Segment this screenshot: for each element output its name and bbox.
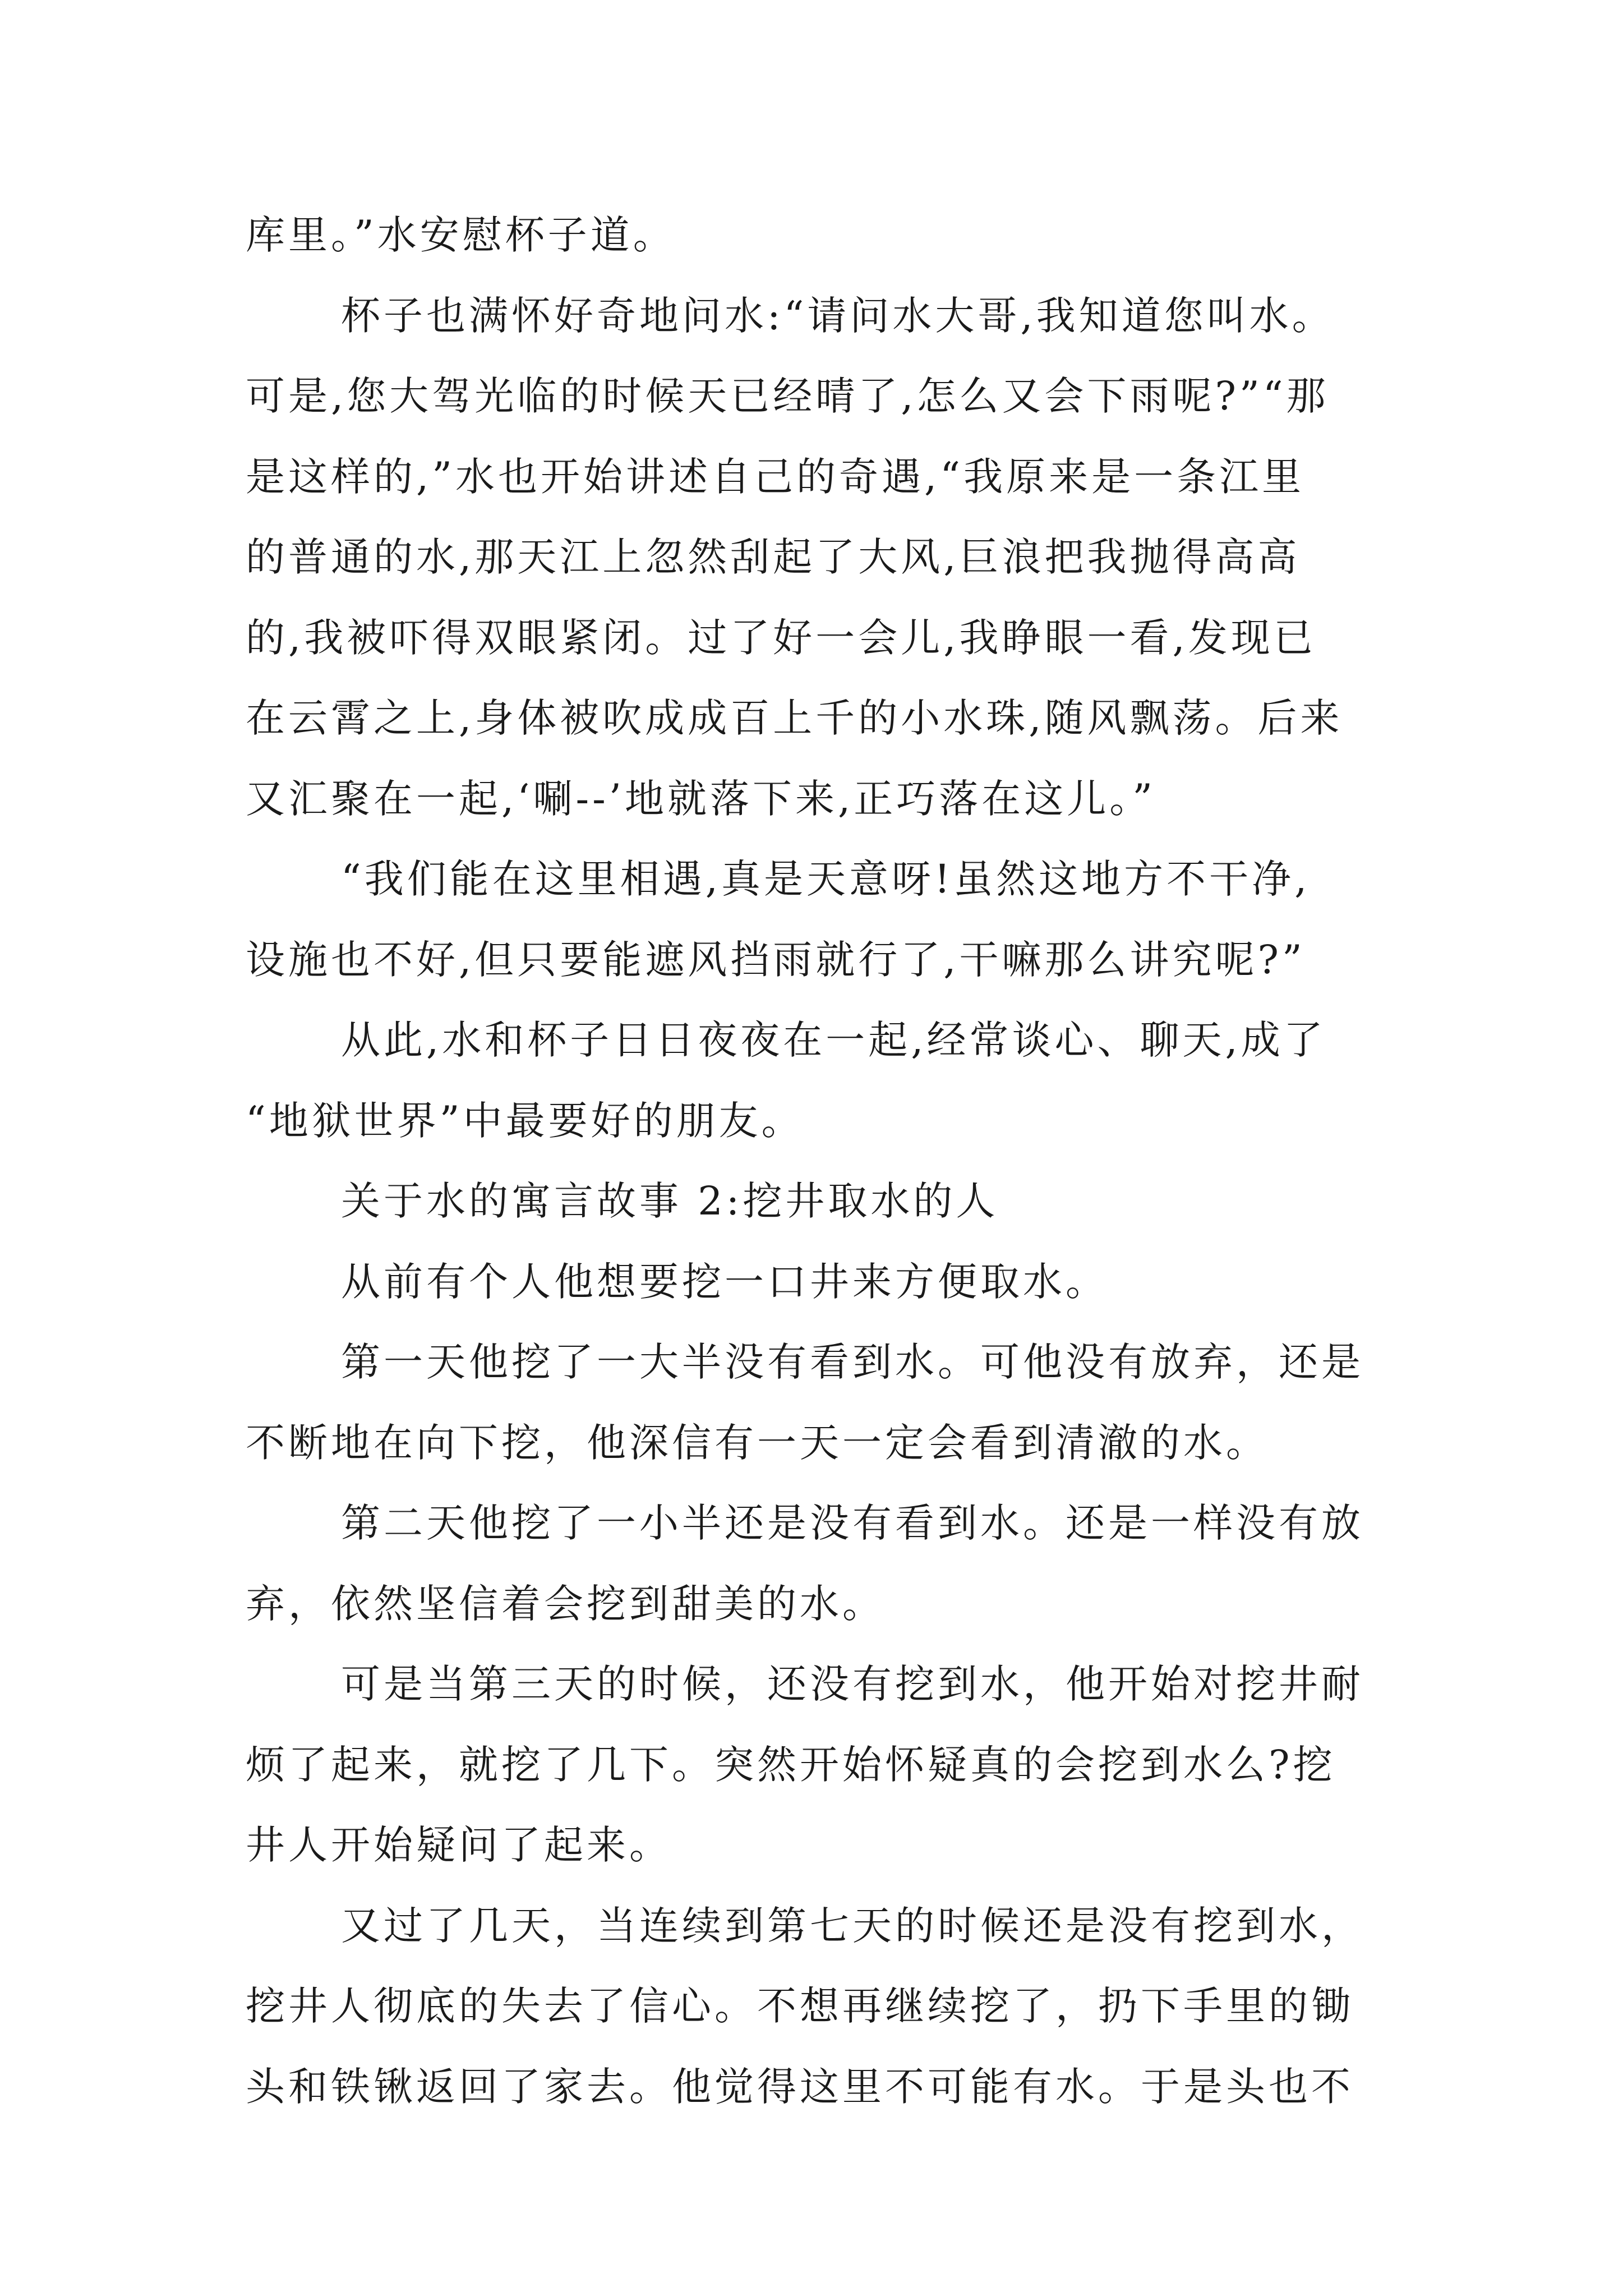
text-line: 从前有个人他想要挖一口井来方便取水。 — [341, 1258, 1108, 1305]
text-line: 第二天他挖了一小半还是没有看到水。还是一样没有放 — [341, 1500, 1364, 1546]
text-line: 井人开始疑问了起来。 — [246, 1822, 672, 1868]
text-line: 是这样的,”水也开始讲述自己的奇遇,“我原来是一条江里 — [246, 453, 1305, 500]
text-line: 又汇聚在一起,‘唰--’地就落下来,正巧落在这儿。” — [246, 775, 1156, 822]
text-line: 第一天他挖了一大半没有看到水。可他没有放弃，还是 — [341, 1339, 1364, 1385]
document-body — [246, 195, 1412, 2127]
text-line: 的,我被吓得双眼紧闭。过了好一会儿,我睁眼一看,发现已 — [246, 614, 1316, 661]
text-line: 库里。”水安慰杯子道。 — [246, 212, 676, 258]
text-line: 弃，依然坚信着会挖到甜美的水。 — [246, 1580, 885, 1627]
text-line: 可是当第三天的时候，还没有挖到水，他开始对挖井耐 — [341, 1661, 1364, 1707]
section-heading: 关于水的寓言故事 2:挖井取水的人 — [341, 1178, 999, 1224]
text-line: 的普通的水,那天江上忽然刮起了大风,巨浪把我抛得高高 — [246, 534, 1301, 580]
text-line: 头和铁锹返回了家去。他觉得这里不可能有水。于是头也不 — [246, 2063, 1354, 2110]
text-line: 杯子也满怀好奇地问水:“请问水大哥,我知道您叫水。 — [341, 292, 1335, 339]
text-line: 不断地在向下挖，他深信有一天一定会看到清澈的水。 — [246, 1419, 1269, 1466]
text-line: 从此,水和杯子日日夜夜在一起,经常谈心、聊天,成了 — [341, 1017, 1326, 1063]
text-line: 又过了几天，当连续到第七天的时候还是没有挖到水， — [341, 1902, 1364, 1949]
text-line: “我们能在这里相遇,真是天意呀!虽然这地方不干净, — [341, 856, 1311, 902]
text-line: 可是,您大驾光临的时候天已经晴了,怎么又会下雨呢?”“那 — [246, 373, 1329, 419]
text-line: 烦了起来，就挖了几下。突然开始怀疑真的会挖到水么?挖 — [246, 1741, 1336, 1788]
text-line: 挖井人彻底的失去了信心。不想再继续挖了，扔下手里的锄 — [246, 1983, 1354, 2029]
text-line: 在云霄之上,身体被吹成成百上千的小水珠,随风飘荡。后来 — [246, 695, 1343, 741]
text-line: 设施也不好,但只要能遮风挡雨就行了,干嘛那么讲究呢?” — [246, 936, 1306, 983]
text-line: “地狱世界”中最要好的朋友。 — [246, 1097, 804, 1144]
